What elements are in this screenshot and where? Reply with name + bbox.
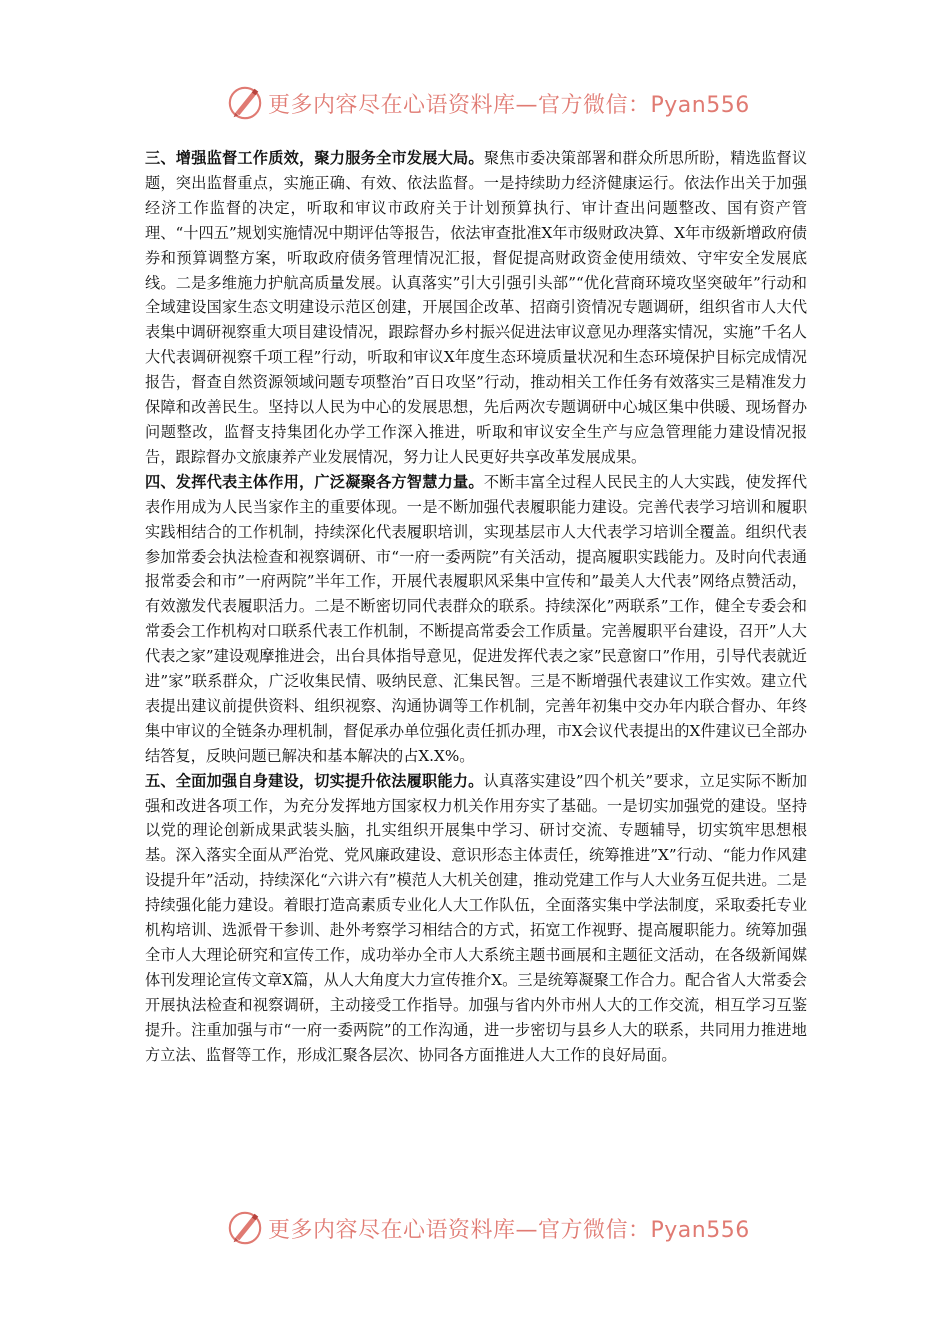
watermark-banner-bottom [226, 1208, 750, 1248]
watermark-text-top: 更多内容尽在心语资料库—官方微信：Pyan556 [268, 92, 750, 118]
watermark-text-bottom: 更多内容尽在心语资料库—官方微信：Pyan556 [268, 1217, 750, 1243]
section-three-heading: 三、增强监督工作质效，聚力服务全市发展大局。 [145, 149, 484, 167]
paragraph-section-three [145, 146, 807, 470]
document-body [145, 146, 807, 1068]
paragraph-section-five [145, 769, 807, 1068]
section-three-body: 聚焦市委决策部署和群众所思所盼，精选监督议题，突出监督重点，实施正确、有效、依法监督。一是持续助力经济健康运行。依法作出关于加强经济工作监督的决定，听取和审议市政府关于计划预算执行、审计查出问题整改、国有资产管理、“十四五”规划实施情况中期评估等报告，依法审查批准X年市级财政决算、X年市级新增政府债券和预算调整方案，听取政府债务管理情况汇报，督促提高财政资金使用绩效、守牢安全发展底线。二是多维施力护航高质量发展。认真落实”引大引强引头部”“优化营商环境攻坚突破年”行动和全域建设国家生态文明建设示范区创建，开展国企改革、招商引资情况专题调研，组织省市人大代表集中调研视察重大项目建设情况，跟踪督办乡村振兴促进法审议意见办理落实情况，实施”千名人大代表调研视察千项工程”行动，听取和审议X年度生态环境质量状况和生态环境保护目标完成情况报告，督查自然资源领域问题专项整治”百日攻坚”行动，推动相关工作任务有效落实三是精准发力保障和改善民生。坚持以人民为中心的发展思想，先后两次专题调研中心城区集中供暖、现场督办问题整改，监督支持集团化办学工作深入推进，听取和审议安全生产与应急管理能力建设情况报告，跟踪督办文旅康养产业发展情况，努力让人民更好共享改革发展成果。 [145, 149, 808, 466]
pen-logo-icon [226, 84, 264, 122]
paragraph-section-four [145, 470, 807, 769]
section-four-heading: 四、发挥代表主体作用，广泛凝聚各方智慧力量。 [145, 472, 484, 491]
watermark-banner-top [226, 83, 750, 123]
section-five-body: 认真落实建设”四个机关”要求，立足实际不断加强和改进各项工作，为充分发挥地方国家权力机关作用夯实了基础。一是切实加强党的建设。坚持以党的理论创新成果武装头脑，扎实组织开展集中学习、研讨交流、专题辅导，切实筑牢思想根基。深入落实全面从严治党、党风廉政建设、意识形态主体责任，统筹推进”X”行动、“能力作风建设提升年”活动，持续深化“六讲六有”模范人大机关创建，推动党建工作与人大业务互促共进。二是持续强化能力建设。着眼打造高素质专业化人大工作队伍，全面落实集中学法制度，采取委托专业机构培训、选派骨干参训、赴外考察学习相结合的方式，拓宽工作视野、提高履职能力。统筹加强全市人大理论研究和宣传工作，成功举办全市人大系统主题书画展和主题征文活动，在各级新闻媒体刊发理论宣传文章X篇，从人大角度大力宣传推介X。三是统筹凝聚工作合力。配合省人大常委会开展执法检查和视察调研，主动接受工作指导。加强与省内外市州人大的工作交流，相互学习互鉴提升。注重加强与市“一府一委两院”的工作沟通，进一步密切与县乡人大的联系，共同用力推进地方立法、监督等工作，形成汇聚各层次、协同各方面推进人大工作的良好局面。 [145, 771, 808, 1064]
pen-logo-icon [226, 1209, 264, 1247]
section-four-body: 不断丰富全过程人民民主的人大实践，使发挥代表作用成为人民当家作主的重要体现。一是不断加强代表履职能力建设。完善代表学习培训和履职实践相结合的工作机制，持续深化代表履职培训，实现基层市人大代表学习培训全覆盖。组织代表参加常委会执法检查和视察调研、市“一府一委两院”有关活动，提高履职实践能力。及时向代表通报常委会和市”一府两院”半年工作，开展代表履职风采集中宣传和”最美人大代表”网络点赞活动，有效激发代表履职活力。二是不断密切同代表群众的联系。持续深化”两联系”工作，健全专委会和常委会工作机构对口联系代表工作机制，不断提高常委会工作质量。完善履职平台建设，召开”人大代表之家”建设观摩推进会，出台具体指导意见，促进发挥代表之家”民意窗口”作用，引导代表就近进”家”联系群众，广泛收集民情、吸纳民意、汇集民智。三是不断增强代表建议工作实效。建立代表提出建议前提供资料、组织视察、沟通协调等工作机制，完善年初集中交办年内联合督办、年终集中审议的全链条办理机制，督促承办单位强化责任抓办理，市X会议代表提出的X件建议已全部办结答复，反映问题已解决和基本解决的占X.X%。 [145, 472, 808, 765]
section-five-heading: 五、全面加强自身建设，切实提升依法履职能力。 [145, 771, 484, 790]
